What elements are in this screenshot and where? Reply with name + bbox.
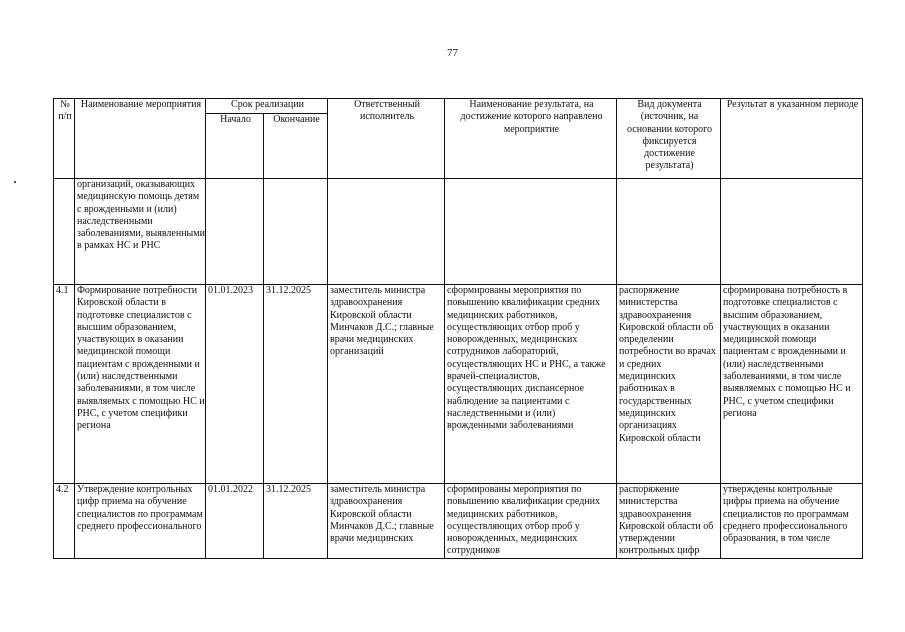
- row-executor: заместитель министра здравоохранения Кировской области Минчаков Д.С.; главные врачи медицинских организаций: [328, 285, 445, 484]
- row-num: [54, 179, 75, 285]
- row-name: Формирование потребности Кировской области в подготовке специалистов с высшим образованием, участвующих в оказании медицинской помощи пациентам с врожденными и (или) наследственными заболеваниями, в том числе выявляемых с помощью НС и РНС, с учетом специфики региона: [75, 285, 206, 484]
- page-number: 77: [447, 47, 458, 59]
- header-name: Наименование мероприятия: [75, 99, 206, 179]
- row-result-name: сформированы мероприятия по повышению квалификации средних медицинских работников, осуществляющих отбор проб у новорожденных, медицинских сотрудников лабораторий, осуществляющих НС и РНС, а также врачей-специалистов, осуществляющих диспансерное наблюдение за пациентами с наследственными и (или) врожденными заболеваниями: [445, 285, 617, 484]
- scan-mark: [14, 181, 16, 183]
- row-name: организаций, оказывающих медицинскую помощь детям с врожденными и (или) наследственными заболеваниями, выявленными в рамках НС и РНС: [75, 179, 206, 285]
- row-num: 4.2: [54, 484, 75, 559]
- row-document: распоряжение министерства здравоохранения Кировской области об определении потребности во врачах и средних медицинских работниках в государственных медицинских организациях Кировской области: [617, 285, 721, 484]
- row-result-name: сформированы мероприятия по повышению квалификации средних медицинских работников, осуществляющих отбор проб у новорожденных, медицинских сотрудников: [445, 484, 617, 559]
- header-document: Вид документа (источник, на основании которого фиксируется достижение результата): [617, 99, 721, 179]
- activities-table: [53, 98, 863, 559]
- row-end: [264, 179, 328, 285]
- table-container: [53, 98, 863, 559]
- header-start: Начало: [206, 114, 264, 179]
- row-start: 01.01.2023: [206, 285, 264, 484]
- row-period-result: сформирована потребность в подготовке специалистов с высшим образованием, участвующих в оказании медицинской помощи пациентам с врожденными и (или) наследственными заболеваниями, в том числе выявляемых с помощью НС и РНС, с учетом специфики региона: [721, 285, 863, 484]
- row-end: 31.12.2025: [264, 484, 328, 559]
- table-row: [54, 179, 863, 285]
- header-num: № п/п: [54, 99, 75, 179]
- row-period-result: [721, 179, 863, 285]
- row-executor: заместитель министра здравоохранения Кировской области Минчаков Д.С.; главные врачи медицинских: [328, 484, 445, 559]
- row-start: 01.01.2022: [206, 484, 264, 559]
- row-document: [617, 179, 721, 285]
- table-row: [54, 285, 863, 484]
- row-name: Утверждение контрольных цифр приема на обучение специалистов по программам среднего профессионального: [75, 484, 206, 559]
- table-row: [54, 484, 863, 559]
- header-period: Срок реализации: [206, 99, 328, 114]
- header-end: Окончание: [264, 114, 328, 179]
- header-result-name: Наименование результата, на достижение которого направлено мероприятие: [445, 99, 617, 179]
- row-executor: [328, 179, 445, 285]
- row-start: [206, 179, 264, 285]
- header-period-result: Результат в указанном периоде: [721, 99, 863, 179]
- row-num: 4.1: [54, 285, 75, 484]
- row-result-name: [445, 179, 617, 285]
- row-period-result: утверждены контрольные цифры приема на обучение специалистов по программам среднего профессионального образования, в том числе: [721, 484, 863, 559]
- row-document: распоряжение министерства здравоохранения Кировской области об утверждении контрольных цифр: [617, 484, 721, 559]
- header-executor: Ответственный исполнитель: [328, 99, 445, 179]
- header-row-top: [54, 99, 863, 114]
- row-end: 31.12.2025: [264, 285, 328, 484]
